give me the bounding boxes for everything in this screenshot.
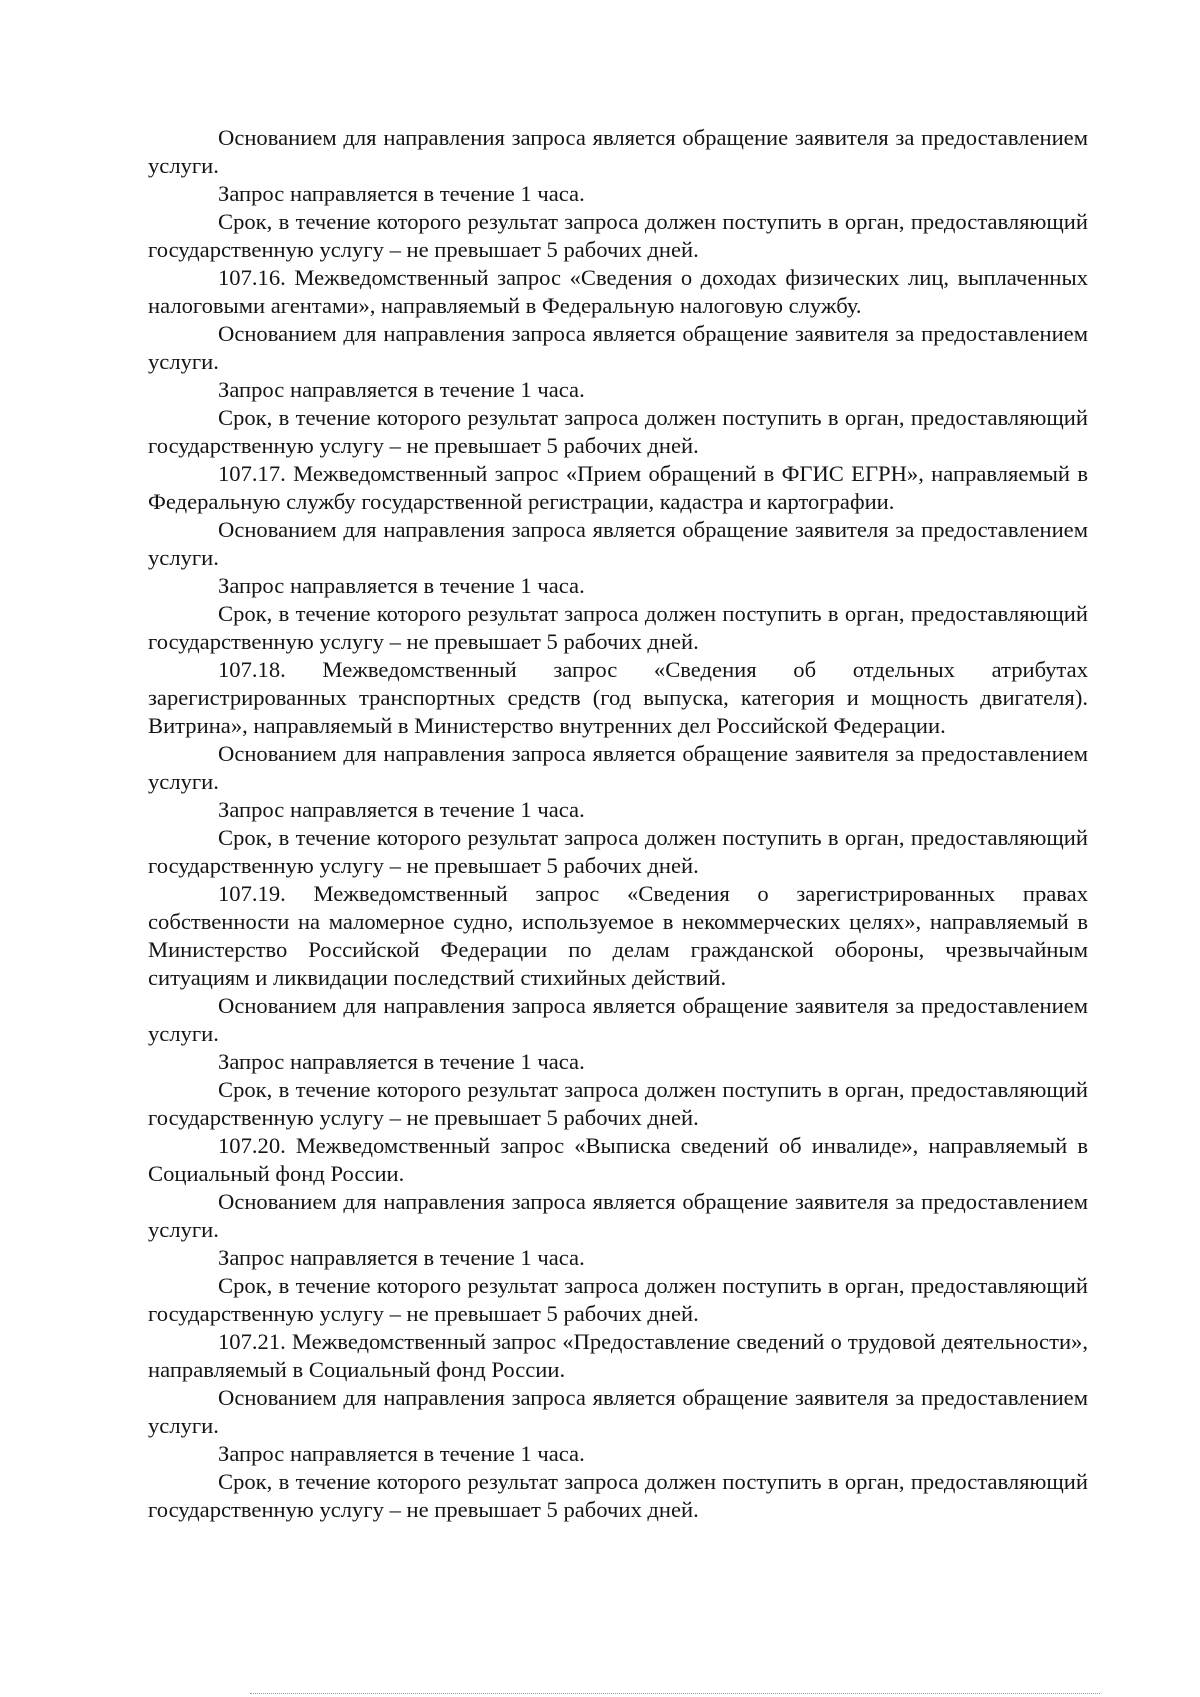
paragraph: Запрос направляется в течение 1 часа. [218, 1049, 585, 1074]
paragraph: Запрос направляется в течение 1 часа. [218, 1245, 585, 1270]
paragraph: Запрос направляется в течение 1 часа. [218, 797, 585, 822]
section-heading-107-17: 107.17. Межведомственный запрос «Прием обращений в ФГИС ЕГРН», направляемый в Федеральную службу государственной регистрации, кадастра и картографии. [148, 461, 1088, 514]
paragraph: Запрос направляется в течение 1 часа. [218, 181, 585, 206]
paragraph: Основанием для направления запроса является обращение заявителя за предоставлением услуги. [148, 993, 1088, 1046]
paragraph: Срок, в течение которого результат запроса должен поступить в орган, предоставляющий государственную услугу – не превышает 5 рабочих дней. [148, 825, 1088, 878]
section-heading-107-19: 107.19. Межведомственный запрос «Сведения о зарегистрированных правах собственности на маломерное судно, используемое в некоммерческих целях», направляемый в Министерство Российской Федерации по делам гражданской обороны, чрезвычайным ситуациям и ликвидации последствий стихийных действий. [148, 881, 1088, 990]
paragraph: Запрос направляется в течение 1 часа. [218, 377, 585, 402]
paragraph: Основанием для направления запроса является обращение заявителя за предоставлением услуги. [148, 1189, 1088, 1242]
section-heading-107-21: 107.21. Межведомственный запрос «Предоставление сведений о трудовой деятельности», направляемый в Социальный фонд России. [148, 1329, 1088, 1382]
paragraph: Срок, в течение которого результат запроса должен поступить в орган, предоставляющий государственную услугу – не превышает 5 рабочих дней. [148, 1469, 1088, 1522]
paragraph: Основанием для направления запроса является обращение заявителя за предоставлением услуги. [148, 321, 1088, 374]
paragraph: Запрос направляется в течение 1 часа. [218, 573, 585, 598]
section-heading-107-20: 107.20. Межведомственный запрос «Выписка сведений об инвалиде», направляемый в Социальный фонд России. [148, 1133, 1088, 1186]
paragraph: Основанием для направления запроса является обращение заявителя за предоставлением услуги. [148, 517, 1088, 570]
section-heading-107-18: 107.18. Межведомственный запрос «Сведения об отдельных атрибутах зарегистрированных транспортных средств (год выпуска, категория и мощность двигателя). Витрина», направляемый в Министерство внутренних дел Российской Федерации. [148, 657, 1088, 738]
paragraph: Основанием для направления запроса является обращение заявителя за предоставлением услуги. [148, 741, 1088, 794]
section-heading-107-16: 107.16. Межведомственный запрос «Сведения о доходах физических лиц, выплаченных налоговыми агентами», направляемый в Федеральную налоговую службу. [148, 265, 1088, 318]
paragraph: Срок, в течение которого результат запроса должен поступить в орган, предоставляющий государственную услугу – не превышает 5 рабочих дней. [148, 209, 1088, 262]
paragraph: Основанием для направления запроса является обращение заявителя за предоставлением услуги. [148, 1385, 1088, 1438]
document-body [148, 124, 1088, 1524]
paragraph: Основанием для направления запроса является обращение заявителя за предоставлением услуги. [148, 125, 1088, 178]
paragraph: Срок, в течение которого результат запроса должен поступить в орган, предоставляющий государственную услугу – не превышает 5 рабочих дней. [148, 1077, 1088, 1130]
paragraph: Срок, в течение которого результат запроса должен поступить в орган, предоставляющий государственную услугу – не превышает 5 рабочих дней. [148, 405, 1088, 458]
paragraph: Срок, в течение которого результат запроса должен поступить в орган, предоставляющий государственную услугу – не превышает 5 рабочих дней. [148, 601, 1088, 654]
paragraph: Срок, в течение которого результат запроса должен поступить в орган, предоставляющий государственную услугу – не превышает 5 рабочих дней. [148, 1273, 1088, 1326]
scan-edge-line [250, 1693, 1100, 1694]
paragraph: Запрос направляется в течение 1 часа. [218, 1441, 585, 1466]
